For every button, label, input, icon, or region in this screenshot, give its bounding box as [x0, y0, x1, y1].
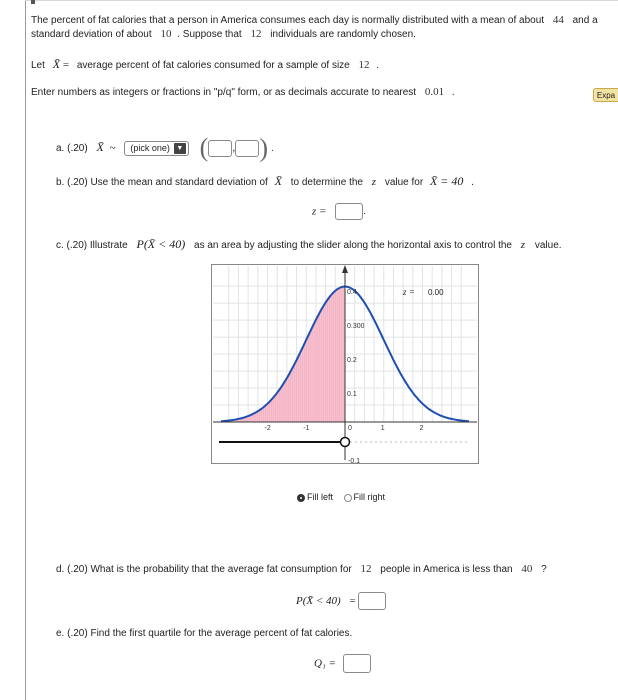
y-tick-label: 0.300 — [347, 323, 365, 331]
period: . — [363, 206, 367, 217]
z-readout-value: 0.00 — [428, 288, 444, 297]
sd-input[interactable] — [235, 140, 259, 157]
sd-value: 10 — [160, 28, 172, 40]
intro-text: The percent of fat calories that a person in America consumes each day is normally distributed with a mean of about — [31, 15, 545, 26]
mean-input[interactable] — [208, 140, 232, 157]
sample-size: 12 — [360, 563, 372, 575]
part-d-text: people in America is less than — [380, 564, 513, 575]
y-tick-label: 0.2 — [347, 357, 357, 365]
top-border — [25, 0, 618, 1]
x-tick-label: 0 — [348, 425, 352, 432]
expand-button[interactable]: Expa — [593, 88, 618, 102]
fill-right-option[interactable] — [344, 492, 386, 502]
tilde-symbol: ~ — [109, 142, 116, 154]
slider-handle[interactable] — [341, 438, 350, 447]
definition-text: average percent of fat calories consumed for a sample of size — [76, 60, 350, 71]
x-tick-label: 1 — [380, 425, 385, 432]
variable-definition — [31, 57, 379, 72]
part-a — [56, 133, 274, 163]
left-border — [25, 0, 26, 700]
part-c-text: value. — [534, 240, 562, 251]
z-symbol: z — [520, 239, 526, 251]
y-tick-label: 0.4 — [347, 289, 357, 297]
period: . — [271, 143, 274, 154]
comma: , — [232, 142, 236, 154]
z-answer-row — [312, 203, 366, 220]
problem-intro-line1 — [31, 14, 611, 26]
corner-mark — [31, 0, 35, 4]
part-d-text: d. (.20) What is the probability that the average fat consumption for — [56, 564, 352, 575]
part-b-text: to determine the — [290, 177, 363, 188]
open-paren: ( — [199, 133, 209, 163]
probability-answer-row — [296, 592, 386, 610]
fill-right-radio[interactable] — [344, 494, 352, 502]
fill-left-option[interactable] — [297, 492, 333, 502]
y-tick-label: 0.1 — [347, 391, 357, 399]
period: . — [451, 87, 455, 98]
x-tick-label: -1 — [303, 425, 310, 432]
part-c — [56, 237, 562, 252]
q1-input[interactable] — [343, 654, 371, 673]
threshold-value: 40 — [521, 563, 533, 575]
q1-label: Q₁ = — [314, 657, 336, 670]
instruction-text: Enter numbers as integers or fractions in "p/q" form, or as decimals accurate to nearest — [31, 87, 417, 98]
xbar-symbol: X̄ — [96, 140, 104, 154]
sample-size: 12 — [358, 59, 370, 71]
x-tick-label: -2 — [264, 425, 271, 432]
xbar-symbol: X̄ — [52, 57, 61, 71]
entry-instructions — [31, 86, 455, 98]
problem-intro-line2 — [31, 28, 611, 40]
z-readout-label: z = — [403, 287, 415, 297]
intro-text: standard deviation of about — [31, 29, 152, 40]
part-b — [56, 174, 474, 189]
equals-sign: = — [62, 59, 70, 71]
let-label: Let — [31, 60, 45, 71]
probability-input[interactable] — [358, 592, 386, 610]
probability-expression: P(X̄ < 40) — [136, 237, 186, 251]
dropdown-arrow-icon: ▼ — [174, 143, 186, 154]
part-a-label: a. (.20) — [56, 143, 88, 154]
period: . — [376, 60, 380, 71]
normal-distribution-chart[interactable] — [211, 264, 479, 464]
part-c-text: as an area by adjusting the slider along the horizontal axis to control the — [194, 240, 512, 251]
equals-sign: = — [349, 595, 356, 607]
precision-value: 0.01 — [424, 86, 445, 98]
part-b-text: value for — [384, 177, 424, 188]
question-mark: ? — [541, 564, 547, 575]
fill-right-label: Fill right — [353, 492, 386, 502]
period: . — [471, 177, 474, 188]
fill-options — [297, 492, 385, 502]
fill-left-radio[interactable] — [297, 494, 305, 502]
probability-expression: P(X̄ < 40) — [296, 595, 341, 607]
condition-expression: X̄ = 40 — [429, 174, 464, 188]
x-tick-label: 2 — [419, 425, 424, 432]
below-axis-label: -0.1 — [348, 458, 361, 464]
part-d — [56, 563, 547, 575]
z-value-input[interactable] — [335, 203, 363, 220]
select-value: (pick one) — [130, 142, 170, 153]
quartile-answer-row — [314, 654, 371, 673]
intro-text: . Suppose that — [177, 29, 242, 40]
part-e — [56, 628, 352, 639]
n-value: 12 — [250, 28, 262, 40]
intro-text: and a — [572, 15, 598, 26]
fill-left-label: Fill left — [307, 492, 334, 502]
part-c-text: c. (.20) Illustrate — [56, 240, 128, 251]
part-e-text: e. (.20) Find the first quartile for the average percent of fat calories. — [56, 628, 353, 639]
distribution-select[interactable] — [124, 141, 189, 156]
mean-value: 44 — [552, 14, 564, 26]
z-equals-label: z = — [312, 205, 327, 218]
part-b-text: b. (.20) Use the mean and standard deviation of — [56, 177, 268, 188]
xbar-symbol: X̄ — [274, 174, 282, 188]
intro-text: individuals are randomly chosen. — [270, 29, 416, 40]
close-paren: ) — [259, 133, 269, 163]
z-symbol: z — [371, 176, 377, 188]
